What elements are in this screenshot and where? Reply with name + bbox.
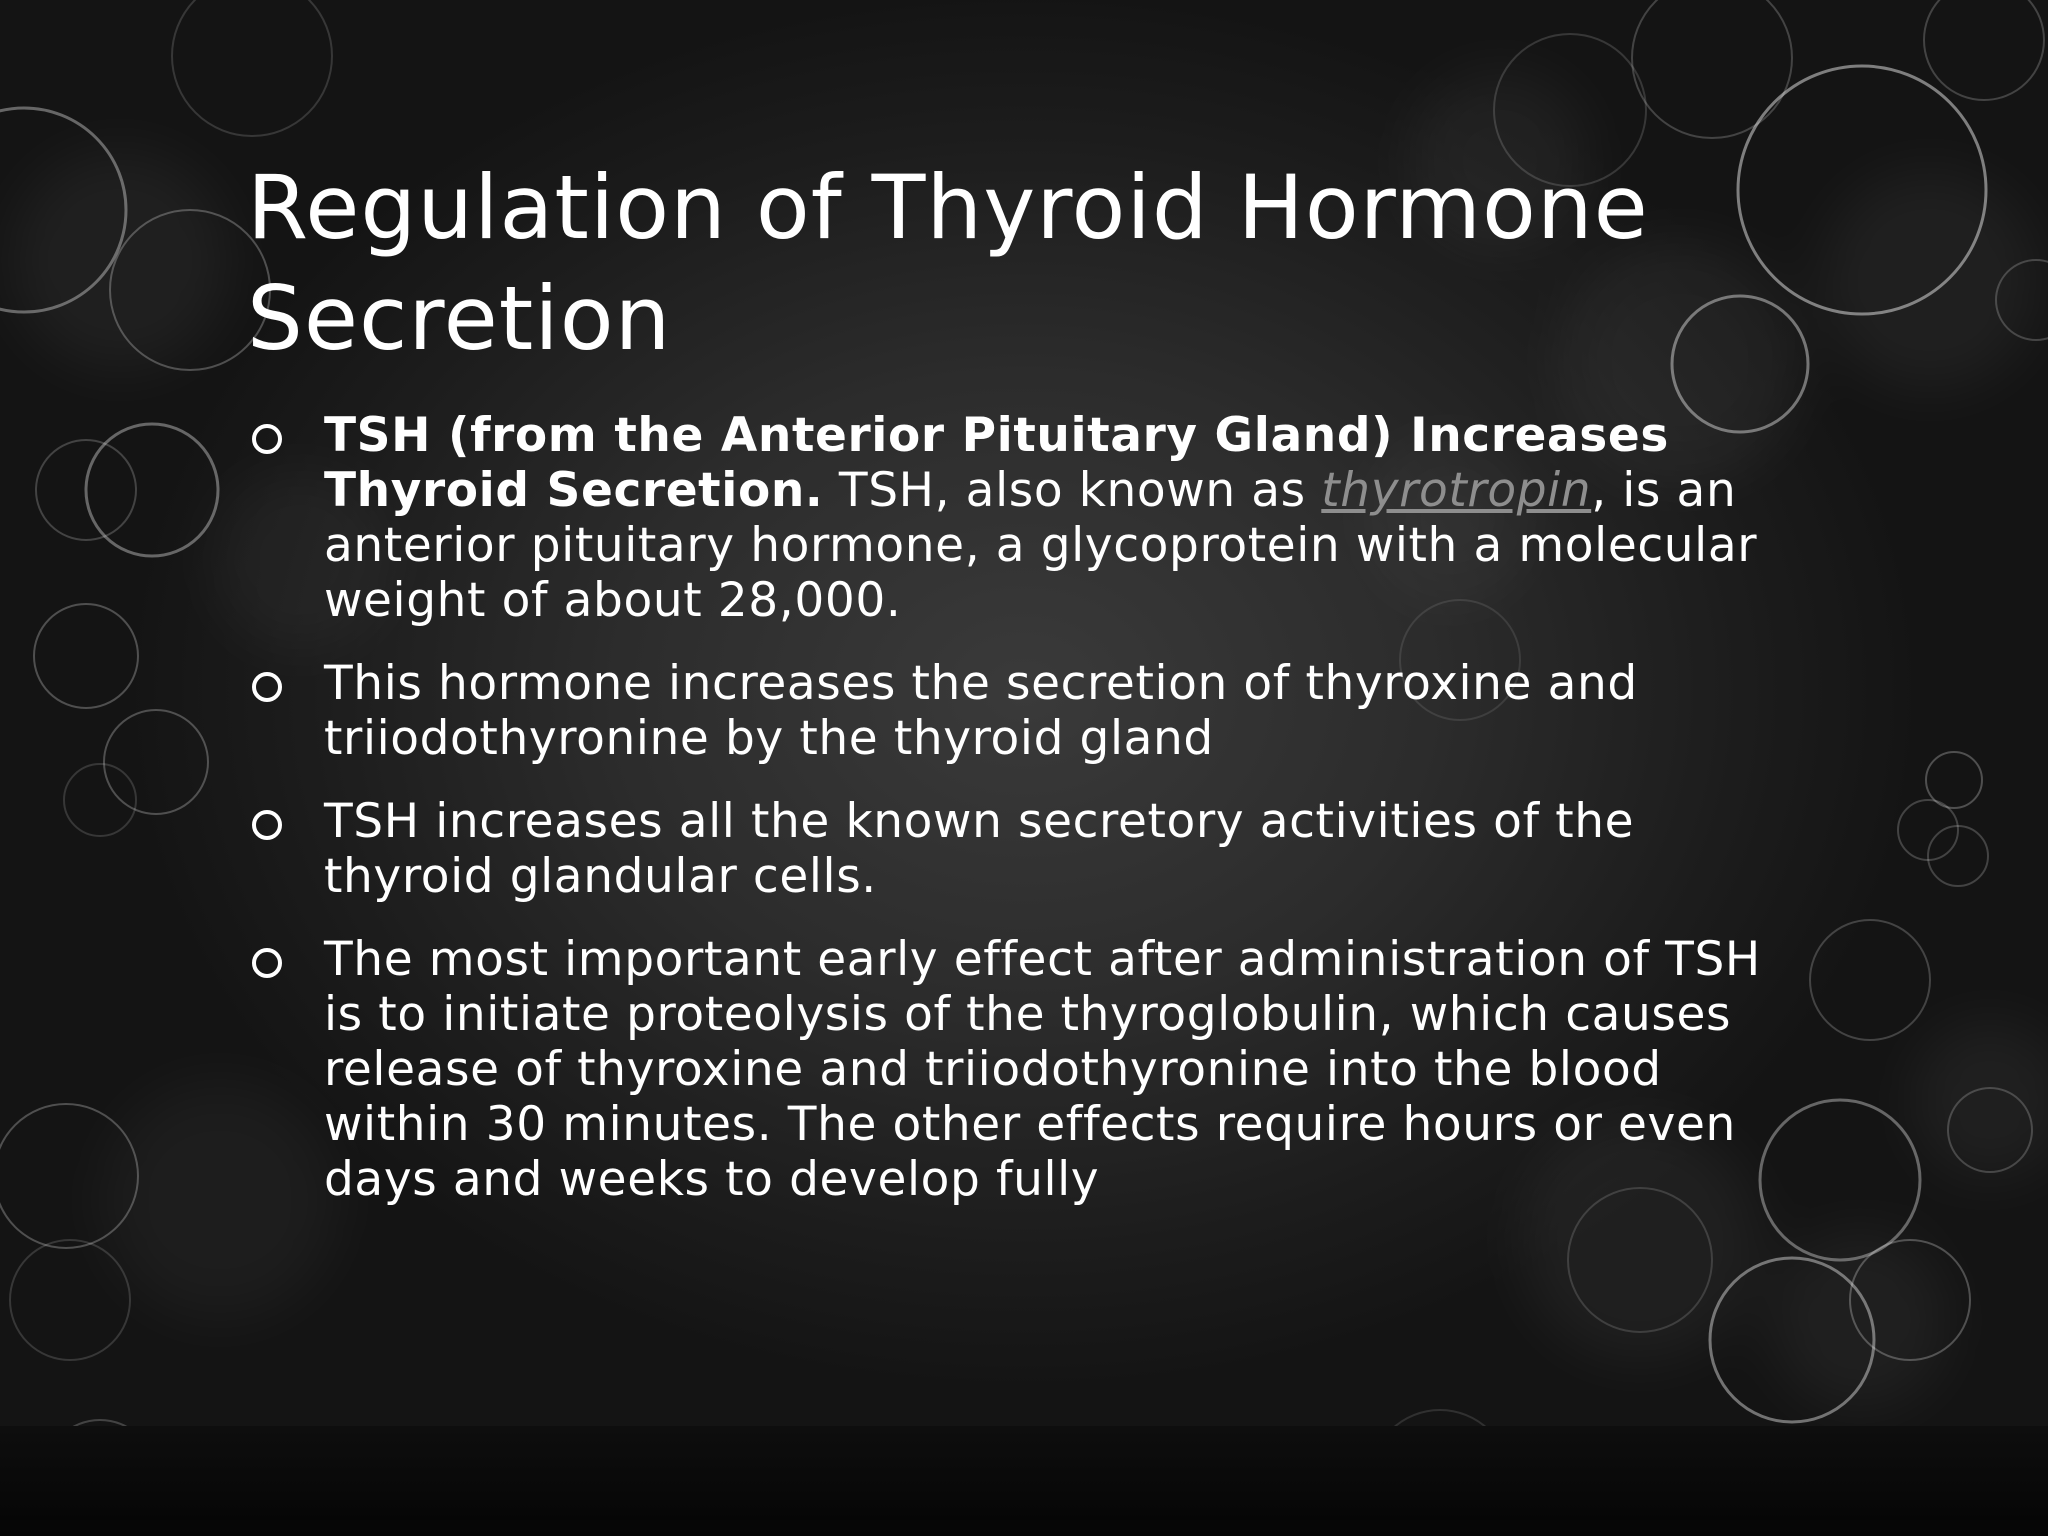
bullet-item (248, 932, 1808, 1207)
bullet-text: This hormone increases the secretion of thyroxine and triiodothyronine by the thyroid gland (324, 656, 1638, 766)
bullet-list (248, 408, 1808, 1235)
bullet-bold-lead: TSH (from the Anterior Pituitary Gland) Increases Thyroid Secretion. (324, 408, 1669, 518)
bottom-band (0, 1426, 2048, 1536)
bullet-text: , is an anterior pituitary hormone, a glycoprotein with a molecular weight of about 28,000. (324, 463, 1758, 628)
bullet-text: The most important early effect after administration of TSH is to initiate proteolysis of the thyroglobulin, which causes release of thyroxine and triiodothyronine into the blood within 30 minutes. The other effects require hours or even days and weeks to develop fully (324, 932, 1761, 1207)
hollow-circle-bullet-icon (252, 424, 282, 454)
title-line-2: Secretion (247, 267, 672, 370)
thyrotropin-link[interactable]: thyrotropin (1321, 463, 1592, 518)
title-line-1: Regulation of Thyroid Hormone (247, 156, 1649, 259)
hollow-circle-bullet-icon (252, 672, 282, 702)
hollow-circle-bullet-icon (252, 948, 282, 978)
slide-title (247, 152, 1807, 374)
bullet-item (248, 794, 1808, 904)
bullet-item (248, 656, 1808, 766)
hollow-circle-bullet-icon (252, 810, 282, 840)
bullet-item (248, 408, 1808, 628)
bullet-text: TSH increases all the known secretory activities of the thyroid glandular cells. (324, 794, 1635, 904)
bullet-text: TSH, also known as (823, 463, 1322, 518)
